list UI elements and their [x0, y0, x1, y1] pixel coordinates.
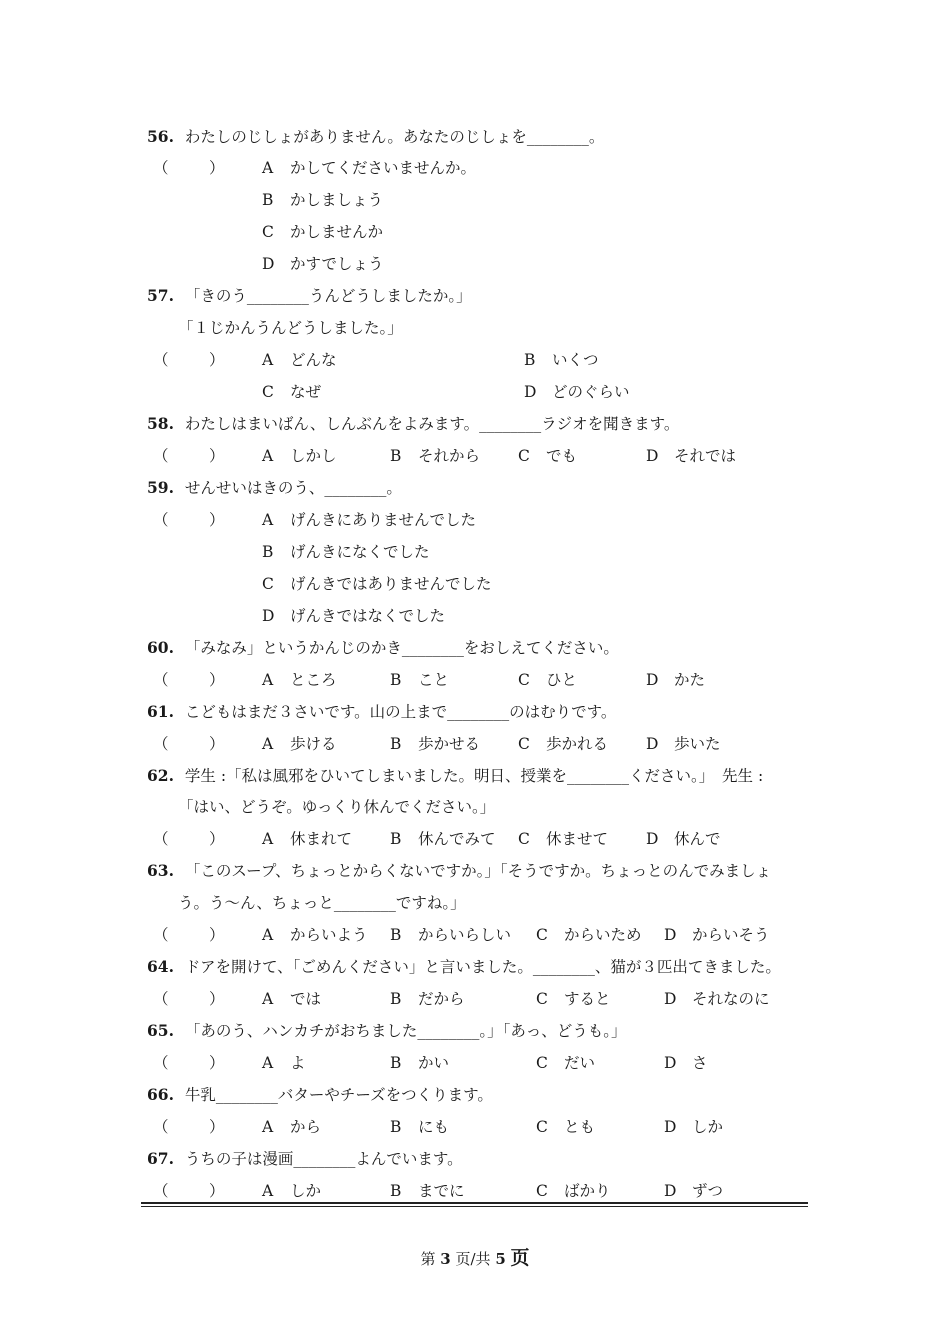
option-b[interactable]: B それから	[390, 447, 481, 465]
question-number: 60.	[147, 638, 174, 657]
option-a[interactable]: A げんきにありませんでした	[262, 511, 477, 529]
option-d[interactable]: D からいそう	[664, 926, 770, 944]
question-61	[147, 702, 616, 722]
option-c[interactable]: C 歩かれる	[518, 735, 609, 753]
question-number: 63.	[147, 861, 174, 880]
question-63	[147, 861, 771, 881]
option-c[interactable]: C すると	[536, 990, 611, 1008]
option-b[interactable]: B 歩かせる	[390, 735, 481, 753]
option-b[interactable]: B こと	[390, 671, 450, 689]
question-text: 「みなみ」というかんじのかき________をおしえてください。	[184, 639, 619, 657]
question-text: うちの子は漫画________よんでいます。	[184, 1150, 463, 1168]
answer-blank[interactable]: （ ）	[153, 830, 225, 848]
question-text-line-2: 「１じかんうんどうしました。」	[178, 319, 403, 337]
footer-divider-thin	[141, 1206, 808, 1207]
option-a[interactable]: A しかし	[262, 447, 337, 465]
option-c[interactable]: C からいため	[536, 926, 642, 944]
option-a[interactable]: A から	[262, 1118, 322, 1136]
option-c[interactable]: C 休ませて	[518, 830, 609, 848]
question-number: 65.	[147, 1021, 174, 1040]
question-text: 学生 :「私は風邪をひいてしまいました。明日、授業を________ください。」 先生 :	[184, 767, 764, 785]
answer-blank[interactable]: （ ）	[153, 447, 225, 465]
question-number: 67.	[147, 1149, 174, 1168]
question-number: 61.	[147, 702, 174, 721]
option-a[interactable]: A よ	[262, 1054, 306, 1072]
option-d[interactable]: D かすでしょう	[262, 255, 384, 273]
answer-blank[interactable]: （ ）	[153, 926, 225, 944]
question-text-line-2: う。う～ん、ちょっと________ですね。」	[178, 894, 466, 912]
question-number: 56.	[147, 127, 174, 146]
question-text: せんせいはきのう、________。	[184, 479, 402, 497]
question-text: 「あのう、ハンカチがおちました________。」「あっ、どうも。」	[184, 1022, 627, 1040]
option-d[interactable]: D どのぐらい	[524, 383, 630, 401]
answer-blank[interactable]: （ ）	[153, 511, 225, 529]
option-b[interactable]: B だから	[390, 990, 465, 1008]
question-59	[147, 478, 402, 498]
footer-divider	[141, 1202, 808, 1204]
question-text: 「このスープ、ちょっとからくないですか。」「そうですか。ちょっとのんでみましょ	[184, 862, 772, 880]
option-c[interactable]: C でも	[518, 447, 578, 465]
answer-blank[interactable]: （ ）	[153, 671, 225, 689]
answer-blank[interactable]: （ ）	[153, 1182, 225, 1200]
option-b[interactable]: B からいらしい	[390, 926, 512, 944]
question-text: わたしはまいばん、しんぶんをよみます。________ラジオを聞きます。	[184, 415, 680, 433]
question-60	[147, 638, 619, 658]
answer-blank[interactable]: （ ）	[153, 990, 225, 1008]
option-d[interactable]: D しか	[664, 1118, 724, 1136]
footer-mid: 页/共	[455, 1250, 491, 1268]
option-d[interactable]: D さ	[664, 1054, 708, 1072]
option-b[interactable]: B かい	[390, 1054, 450, 1072]
question-58	[147, 414, 679, 434]
option-b[interactable]: B までに	[390, 1182, 465, 1200]
option-d[interactable]: D ずつ	[664, 1182, 724, 1200]
option-c[interactable]: C だい	[536, 1054, 596, 1072]
question-number: 64.	[147, 957, 174, 976]
option-c[interactable]: C ばかり	[536, 1182, 611, 1200]
option-a[interactable]: A ところ	[262, 671, 337, 689]
question-67	[147, 1149, 463, 1169]
question-number: 62.	[147, 766, 174, 785]
option-a[interactable]: A しか	[262, 1182, 322, 1200]
footer-suffix: 页	[510, 1247, 530, 1269]
option-c[interactable]: C とも	[536, 1118, 596, 1136]
option-a[interactable]: A からいよう	[262, 926, 368, 944]
answer-blank[interactable]: （ ）	[153, 1118, 225, 1136]
option-c[interactable]: C なぜ	[262, 383, 322, 401]
question-text: わたしのじしょがありません。あなたのじしょを________。	[184, 128, 605, 146]
option-d[interactable]: D げんきではなくでした	[262, 607, 446, 625]
option-d[interactable]: D 歩いた	[646, 735, 721, 753]
question-text: ドアを開けて、「ごめんください」と言いました。________、猫が３匹出てきました。	[184, 958, 781, 976]
question-number: 58.	[147, 414, 174, 433]
answer-blank[interactable]: （ ）	[153, 1054, 225, 1072]
option-d[interactable]: D それでは	[646, 447, 737, 465]
question-62	[147, 766, 763, 786]
question-57	[147, 286, 472, 306]
question-number: 66.	[147, 1085, 174, 1104]
question-56	[147, 127, 604, 147]
page-footer	[0, 1243, 950, 1270]
question-text-line-2: 「はい、どうぞ。ゆっくり休んでください。」	[178, 798, 496, 816]
answer-blank[interactable]: （ ）	[153, 159, 225, 177]
option-c[interactable]: C ひと	[518, 671, 578, 689]
current-page-number: 3	[440, 1250, 451, 1268]
option-b[interactable]: B いくつ	[524, 351, 599, 369]
option-d[interactable]: D かた	[646, 671, 706, 689]
answer-blank[interactable]: （ ）	[153, 735, 225, 753]
question-66	[147, 1085, 493, 1105]
option-b[interactable]: B 休んでみて	[390, 830, 496, 848]
option-b[interactable]: B かしましょう	[262, 191, 384, 209]
question-number: 59.	[147, 478, 174, 497]
option-a[interactable]: A かしてくださいませんか。	[262, 159, 477, 177]
option-c[interactable]: C げんきではありませんでした	[262, 575, 492, 593]
question-number: 57.	[147, 286, 174, 305]
option-a[interactable]: A 歩ける	[262, 735, 337, 753]
footer-prefix: 第	[420, 1250, 436, 1268]
option-a[interactable]: A 休まれて	[262, 830, 353, 848]
option-a[interactable]: A では	[262, 990, 322, 1008]
question-text: 牛乳________バターやチーズをつくります。	[184, 1086, 493, 1104]
question-text: こどもはまだ３さいです。山の上まで________のはむりです。	[184, 703, 617, 721]
answer-blank[interactable]: （ ）	[153, 351, 225, 369]
option-d[interactable]: D それなのに	[664, 990, 770, 1008]
option-c[interactable]: C かしませんか	[262, 223, 384, 241]
option-d[interactable]: D 休んで	[646, 830, 721, 848]
total-page-count: 5	[495, 1250, 506, 1268]
question-64	[147, 957, 781, 977]
option-b[interactable]: B にも	[390, 1118, 450, 1136]
question-text: 「きのう________うんどうしましたか。」	[184, 287, 472, 305]
option-a[interactable]: A どんな	[262, 351, 337, 369]
question-65	[147, 1021, 627, 1041]
option-b[interactable]: B げんきになくでした	[262, 543, 430, 561]
